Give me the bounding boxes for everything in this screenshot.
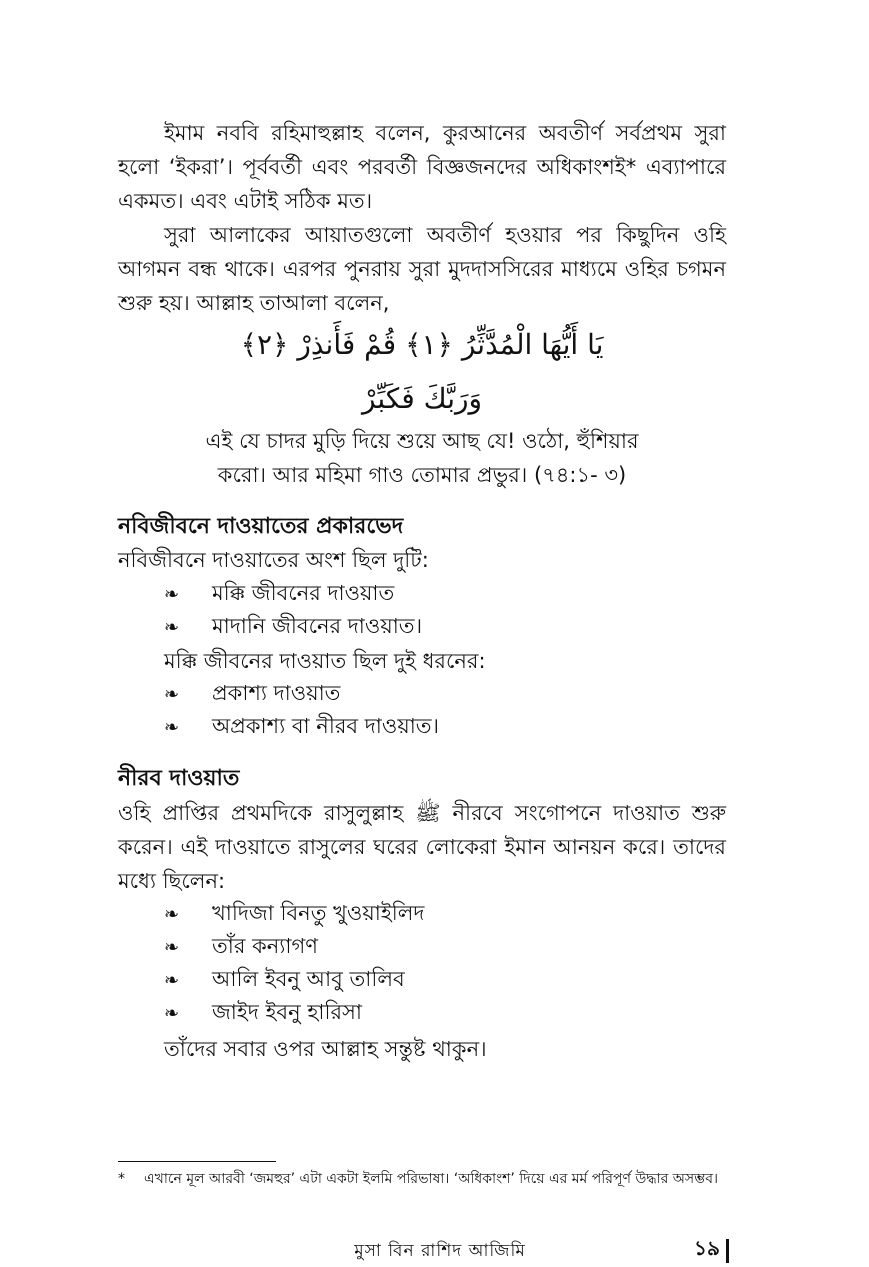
fleuron-bullet-icon: ❧ [164,617,180,638]
section-heading-silent: নীরব দাওয়াত [118,766,240,791]
section-heading-types: নবিজীবনে দাওয়াতের প্রকারভেদ [118,514,404,539]
quran-verse-line-1: يَا أَيُّهَا الْمُدَّثِّرُ ﴿١﴾ قُمْ فَأَنذِرْ ﴿٢﴾ [240,328,604,361]
section-silent-body [118,796,726,898]
list-item: ❧ আলি ইবনু আবু তালিব [164,967,405,991]
paragraph-2: সুরা আলাকের আয়াতগুলো অবতীর্ণ হওয়ার পর কিছুদিন ওহি আগমন বন্ধ থাকে। এরপর পুনরায় সুরা মুদদাসসিরের মাধ্যমে ওহির চগমন শুরু হয়। আল্লাহ তাআলা বলেন, [118,223,726,315]
list-item: ❧ মক্কি জীবনের দাওয়াত [164,581,395,605]
fleuron-bullet-icon: ❧ [164,584,180,605]
footnote-divider [118,1161,276,1162]
closing-line: তাঁদের সবার ওপর আল্লাহ সন্তুষ্ট থাকুন। [164,1037,487,1061]
fleuron-bullet-icon: ❧ [164,717,180,738]
verse-translation [118,424,726,492]
page-number [694,1234,729,1267]
footnote-text: এখানে মূল আরবী ‘জমহুর’ এটা একটা ইলমি পরিভাষা। ‘অধিকাংশ’ দিয়ে এর মর্ম পরিপূর্ণ উদ্ধার অসম্ভব। [144,1171,719,1187]
footer-author: মুসা বিন রাশিদ আজিমি [354,1241,526,1261]
section-intro-types: নবিজীবনে দাওয়াতের অংশ ছিল দুটি: [118,548,429,572]
list-types [164,578,422,644]
body-text [118,116,726,320]
list-item: ❧ তাঁর কন্যাগণ [164,934,318,958]
fleuron-bullet-icon: ❧ [164,970,180,991]
fleuron-bullet-icon: ❧ [164,1003,180,1024]
fleuron-bullet-icon: ❧ [164,904,180,925]
list-item: ❧ অপ্রকাশ্য বা নীরব দাওয়াত। [164,714,440,738]
quran-verse-line-2: وَرَبَّكَ فَكَبِّرْ [361,382,483,415]
paragraph-silent: ওহি প্রাপ্তির প্রথমদিকে রাসুলুল্লাহ ﷺ নীরবে সংগোপনে দাওয়াত শুরু করেন। এই দাওয়াতে রাসুলের ঘরের লোকেরা ইমান আনয়ন করে। তাদের মধ্যে ছিলেন: [118,801,727,893]
list-item: ❧ প্রকাশ্য দাওয়াত [164,681,341,705]
list-believers [164,898,424,1030]
list-item: ❧ মাদানি জীবনের দাওয়াত। [164,614,423,638]
footnote [118,1168,728,1191]
fleuron-bullet-icon: ❧ [164,684,180,705]
list-item: ❧ জাইদ ইবনু হারিসা [164,1000,362,1024]
list-item: ❧ খাদিজা বিনতু খুওয়াইলিদ [164,901,425,925]
paragraph-1: ইমাম নববি রহিমাহুল্লাহ বলেন, কুরআনের অবতীর্ণ সর্বপ্রথম সুরা হলো ‘ইকরা’। পূর্ববর্তী এবং পরবর্তী বিজ্ঞজনদের অধিকাংশই* এব্যাপারে একমত। এবং এটাই সঠিক মত। [118,121,726,213]
footnote-marker: * [118,1171,125,1187]
translation-line-1: এই যে চাদর মুড়ি দিয়ে শুয়ে আছ যে! ওঠো, হুঁশিয়ার [205,429,639,453]
list-makki [164,678,439,744]
sub-intro-makki: মক্কি জীবনের দাওয়াত ছিল দুই ধরনের: [164,649,486,673]
fleuron-bullet-icon: ❧ [164,937,180,958]
page-number-bar [726,1239,729,1263]
translation-line-2: করো। আর মহিমা গাও তোমার প্রভুর। (৭৪:১- ৩) [217,463,627,487]
page-number-text: ১৯ [694,1236,720,1260]
